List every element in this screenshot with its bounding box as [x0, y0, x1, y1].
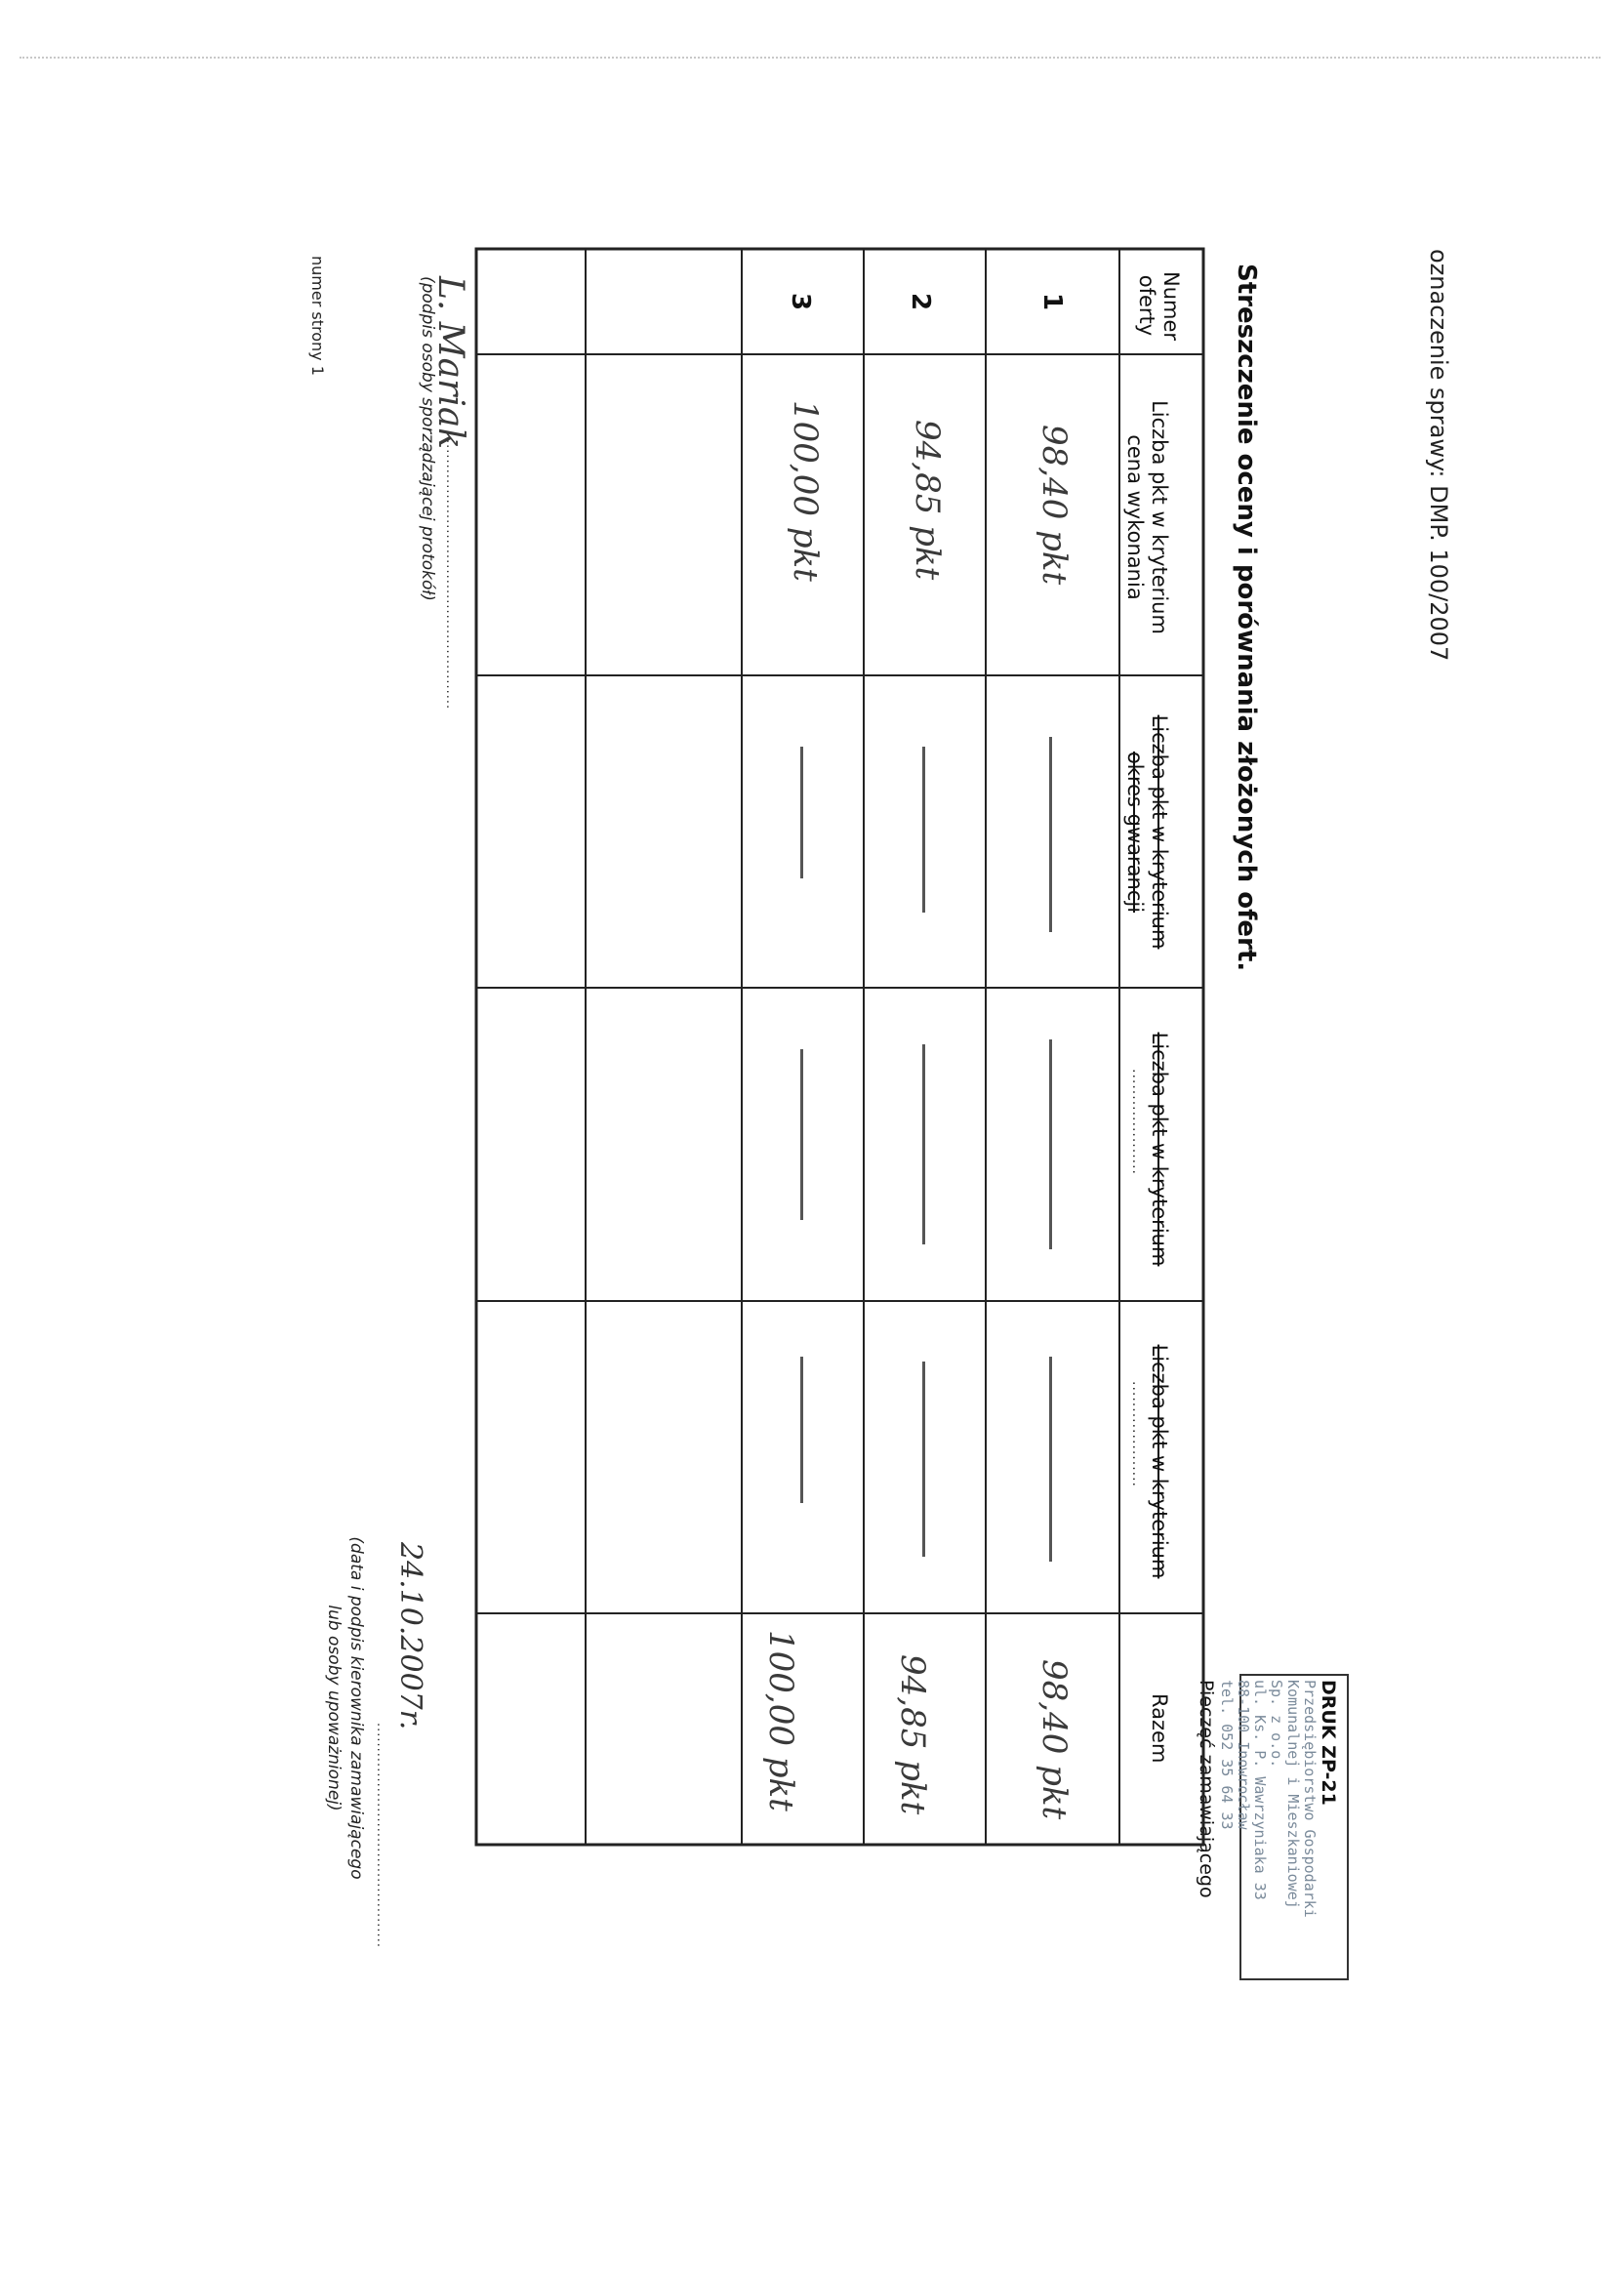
stamp-label: Pieczęć zamawiającego — [1196, 1680, 1217, 1898]
empty-dash — [1049, 1357, 1052, 1562]
form-id: DRUK ZP-21 — [1318, 1680, 1339, 1806]
approval-dots: ............................................. — [374, 1723, 388, 1948]
empty-dash — [800, 1049, 803, 1220]
page-number: numer strony 1 — [308, 256, 327, 376]
document-title: Streszczenie oceny i porównania złożonych ofert. — [1232, 264, 1261, 972]
offer-number: 3 — [786, 293, 815, 311]
header-warranty-points: Liczba pkt w kryterium okres gwarancji — [1123, 714, 1171, 950]
empty-dash — [1049, 737, 1052, 932]
header-criterion3-points: Liczba pkt w kryterium — [1148, 1032, 1171, 1267]
stamp-company-line: Komunalnej i Mieszkaniowej — [1284, 1680, 1302, 1909]
stamp-company-line: Sp. z o.o. — [1268, 1680, 1285, 1769]
empty-dash — [800, 747, 803, 878]
empty-dash — [922, 1362, 925, 1557]
stamp-company-line: ul. Ks. P. Wawrzyniaka 33 — [1251, 1680, 1269, 1900]
offer-number: 1 — [1037, 293, 1067, 311]
total-value: 100,00 pkt — [761, 1630, 800, 1811]
offer-number: 2 — [906, 293, 935, 311]
stamp-company-line: Przedsiębiorstwo Gospodarki — [1301, 1680, 1319, 1918]
price-points-value: 100,00 pkt — [786, 400, 825, 582]
header-criterion3-dots: .................... — [1129, 1069, 1145, 1176]
stamp-company-line: tel. 052 35 64 33 — [1218, 1680, 1236, 1830]
total-value: 98,40 pkt — [1035, 1659, 1074, 1820]
approval-date: 24.10.2007r. — [393, 1542, 427, 1730]
header-criterion4-points: Liczba pkt w kryterium — [1148, 1344, 1171, 1579]
header-criterion4-dots: .................... — [1129, 1381, 1145, 1488]
preparer-caption: (podpis osoby sporządzającej protokół) — [418, 276, 437, 601]
price-points-value: 98,40 pkt — [1035, 425, 1074, 586]
header-price-points: Liczba pkt w kryterium cena wykonania — [1123, 400, 1171, 634]
empty-dash — [800, 1357, 803, 1503]
total-value: 94,85 pkt — [893, 1654, 932, 1815]
approval-caption-line1: (data i podpis kierownika zamawiającego — [346, 1536, 366, 1880]
empty-dash — [922, 747, 925, 913]
header-offer-number: Numer oferty — [1135, 271, 1183, 342]
case-reference: oznaczenie sprawy: DMP. 100/2007 — [1425, 249, 1452, 662]
stamp-company-line: 88-100 Inowrocław — [1235, 1680, 1252, 1830]
empty-dash — [922, 1044, 925, 1244]
preparer-signature: L. Mariak — [430, 276, 470, 450]
price-points-value: 94,85 pkt — [908, 420, 947, 581]
approval-caption-line2: lub osoby upoważnionej) — [324, 1605, 344, 1811]
header-total: Razem — [1148, 1693, 1171, 1764]
empty-dash — [1049, 1039, 1052, 1249]
preparer-signature-dots: ...................................................... — [443, 439, 458, 711]
